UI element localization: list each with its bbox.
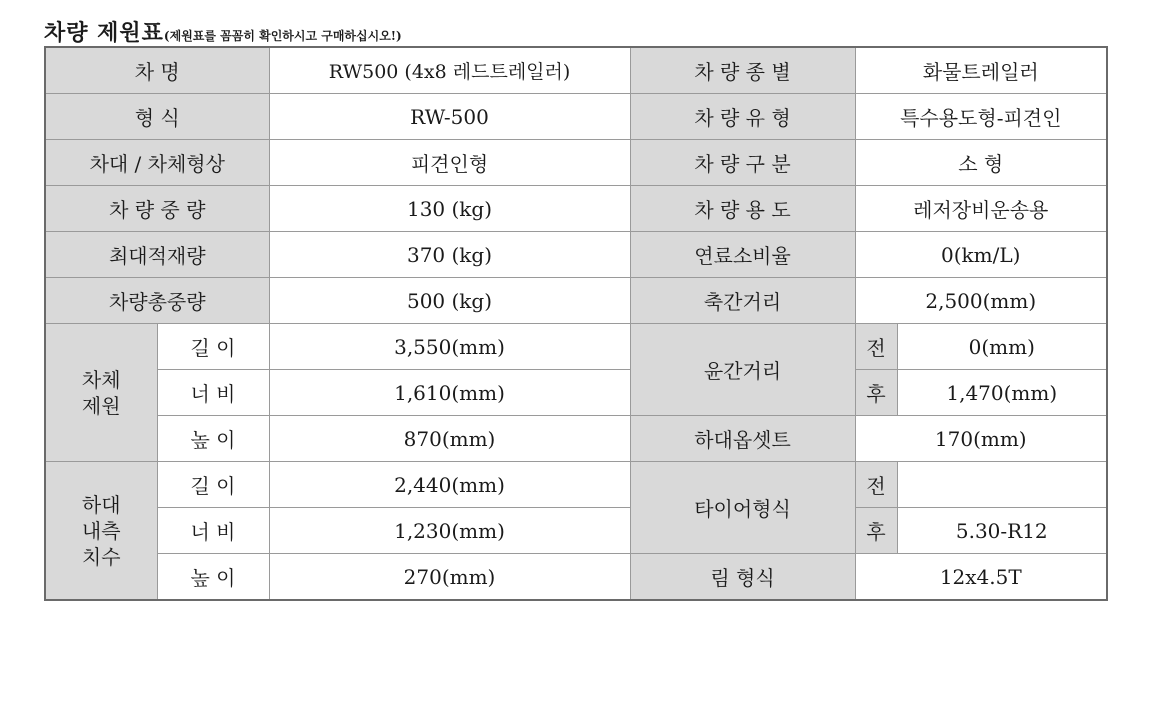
value-bed-offset: 170(mm) xyxy=(855,416,1107,462)
value-tire-rear: 5.30-R12 xyxy=(897,508,1107,554)
value-fuel-efficiency: 0(km/L) xyxy=(855,232,1107,278)
table-row xyxy=(45,416,1107,462)
value-body-length: 3,550(mm) xyxy=(269,324,630,370)
label-bed-length: 길 이 xyxy=(157,462,269,508)
label-gross-weight: 차량총중량 xyxy=(45,278,269,324)
value-bed-length: 2,440(mm) xyxy=(269,462,630,508)
label-bed-height: 높 이 xyxy=(157,554,269,601)
table-row xyxy=(45,370,1107,416)
label-bed-offset: 하대옵셋트 xyxy=(630,416,855,462)
table-row xyxy=(45,140,1107,186)
label-track-rear: 후 xyxy=(855,370,897,416)
value-vehicle-class: 화물트레일러 xyxy=(855,47,1107,94)
value-bed-height: 270(mm) xyxy=(269,554,630,601)
label-track-front: 전 xyxy=(855,324,897,370)
bed-dims-label-line2: 내측 xyxy=(81,518,121,543)
value-vehicle-use: 레저장비운송용 xyxy=(855,186,1107,232)
label-rim-type: 림 형식 xyxy=(630,554,855,601)
spec-table xyxy=(44,46,1108,601)
label-body-length: 길 이 xyxy=(157,324,269,370)
label-bed-dimensions xyxy=(45,462,157,601)
value-track-rear: 1,470(mm) xyxy=(897,370,1107,416)
value-curb-weight: 130 (kg) xyxy=(269,186,630,232)
label-track-width: 윤간거리 xyxy=(630,324,855,416)
value-vehicle-type: 특수용도형-피견인 xyxy=(855,94,1107,140)
label-curb-weight: 차 량 중 량 xyxy=(45,186,269,232)
title-sub: (제원표를 꼼꼼히 확인하시고 구매하십시오!) xyxy=(163,29,402,43)
table-row xyxy=(45,462,1107,508)
table-row xyxy=(45,186,1107,232)
label-vehicle-name: 차 명 xyxy=(45,47,269,94)
table-row xyxy=(45,278,1107,324)
label-body-dimensions xyxy=(45,324,157,462)
value-gross-weight: 500 (kg) xyxy=(269,278,630,324)
label-vehicle-class: 차 량 종 별 xyxy=(630,47,855,94)
label-model: 형 식 xyxy=(45,94,269,140)
value-body-height: 870(mm) xyxy=(269,416,630,462)
table-row xyxy=(45,94,1107,140)
value-bed-width: 1,230(mm) xyxy=(269,508,630,554)
bed-dims-label-line1: 하대 xyxy=(81,492,121,517)
label-tire-front: 전 xyxy=(855,462,897,508)
table-row xyxy=(45,232,1107,278)
label-wheelbase: 축간거리 xyxy=(630,278,855,324)
label-frame-shape: 차대 / 차체형상 xyxy=(45,140,269,186)
table-row xyxy=(45,324,1107,370)
value-max-load: 370 (kg) xyxy=(269,232,630,278)
body-dims-label-line2: 제원 xyxy=(81,393,121,418)
label-vehicle-use: 차 량 용 도 xyxy=(630,186,855,232)
label-vehicle-type: 차 량 유 형 xyxy=(630,94,855,140)
label-max-load: 최대적재량 xyxy=(45,232,269,278)
label-tire-type: 타이어형식 xyxy=(630,462,855,554)
value-rim-type: 12x4.5T xyxy=(855,554,1107,601)
label-fuel-efficiency: 연료소비율 xyxy=(630,232,855,278)
value-model: RW-500 xyxy=(269,94,630,140)
label-tire-rear: 후 xyxy=(855,508,897,554)
body-dims-label-line1: 차체 xyxy=(81,367,121,392)
table-row xyxy=(45,508,1107,554)
value-vehicle-category: 소 형 xyxy=(855,140,1107,186)
value-wheelbase: 2,500(mm) xyxy=(855,278,1107,324)
label-body-height: 높 이 xyxy=(157,416,269,462)
table-row xyxy=(45,554,1107,601)
value-frame-shape: 피견인형 xyxy=(269,140,630,186)
table-row xyxy=(45,47,1107,94)
value-tire-front xyxy=(897,462,1107,508)
label-body-width: 너 비 xyxy=(157,370,269,416)
value-body-width: 1,610(mm) xyxy=(269,370,630,416)
label-bed-width: 너 비 xyxy=(157,508,269,554)
title-main: 차량 제원표 xyxy=(44,20,164,46)
value-track-front: 0(mm) xyxy=(897,324,1107,370)
value-vehicle-name: RW500 (4x8 레드트레일러) xyxy=(269,47,630,94)
label-vehicle-category: 차 량 구 분 xyxy=(630,140,855,186)
bed-dims-label-line3: 치수 xyxy=(81,544,121,569)
